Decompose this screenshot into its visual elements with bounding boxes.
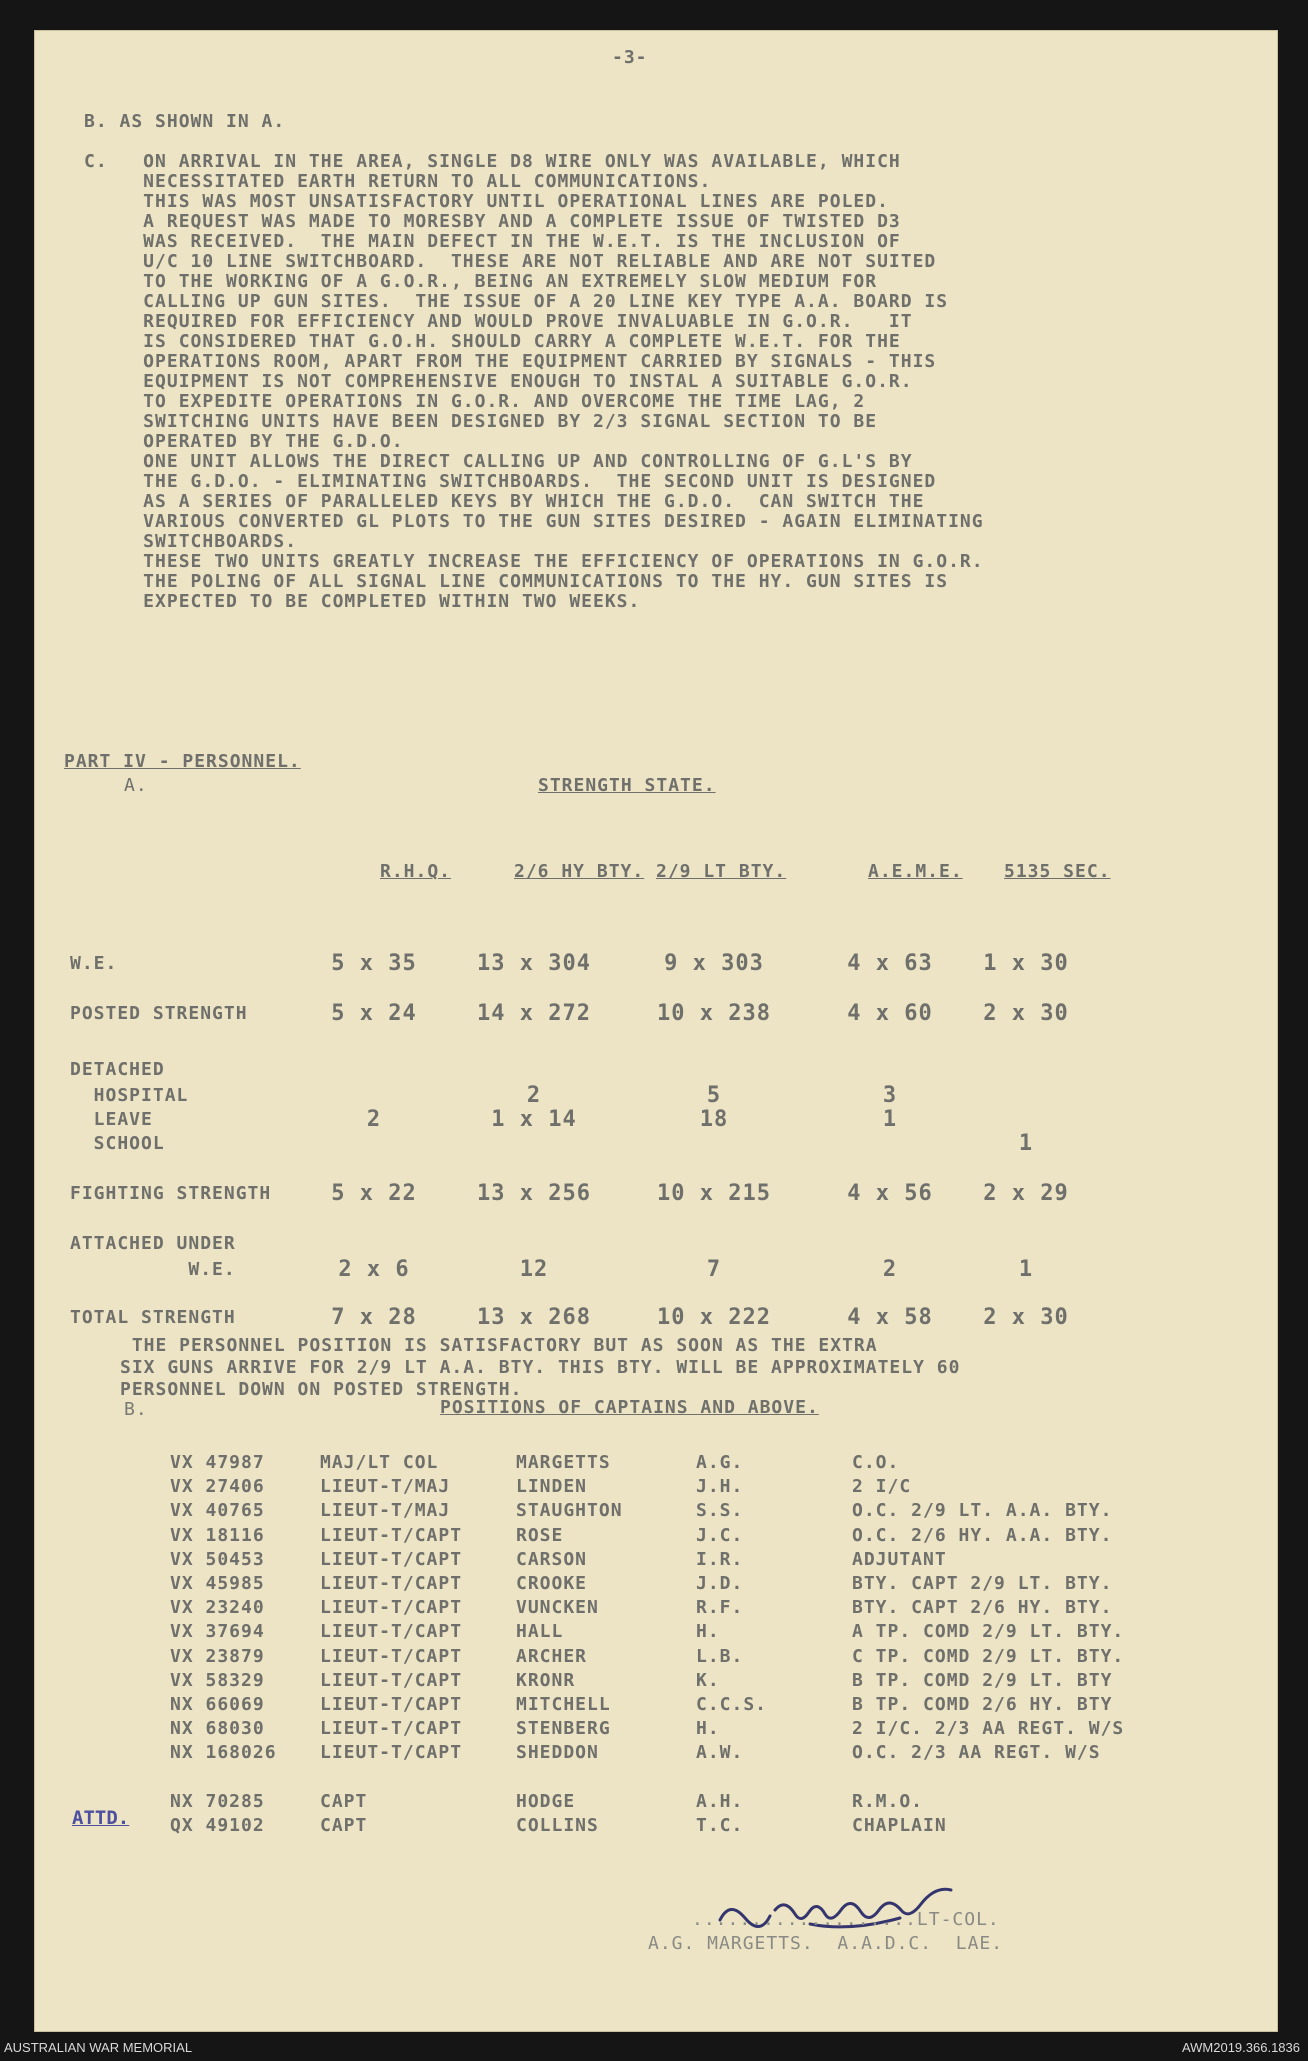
- personnel-note-line: THE PERSONNEL POSITION IS SATISFACTORY BUT AS SOON AS THE EXTRA: [120, 1335, 878, 1356]
- strength-column-header: 2/6 HY BTY.: [514, 861, 645, 882]
- strength-cell: 5: [706, 1083, 722, 1108]
- officer-name: COLLINS: [516, 1814, 599, 1836]
- strength-column-header: 5135 SEC.: [1004, 861, 1111, 882]
- officer-no: VX 27406: [170, 1476, 265, 1498]
- strength-column-header: 2/9 LT BTY.: [656, 861, 787, 882]
- strength-cell: 2: [366, 1107, 382, 1132]
- officer-appt: O.C. 2/3 AA REGT. W/S: [852, 1742, 1101, 1764]
- para-c-line: THE POLING OF ALL SIGNAL LINE COMMUNICATIONS TO THE HY. GUN SITES IS: [84, 571, 949, 592]
- officer-rank: LIEUT-T/CAPT: [320, 1645, 463, 1667]
- signature-name: A.G. MARGETTS. A.A.D.C. LAE.: [648, 1933, 1004, 1954]
- strength-row-label: W.E.: [70, 1259, 236, 1280]
- para-c-line: THIS WAS MOST UNSATISFACTORY UNTIL OPERATIONAL LINES ARE POLED.: [84, 191, 889, 212]
- officer-appt: B TP. COMD 2/9 LT. BTY: [852, 1669, 1113, 1691]
- footer-source: AUSTRALIAN WAR MEMORIAL: [4, 2040, 193, 2055]
- officer-appt: BTY. CAPT 2/6 HY. BTY.: [852, 1597, 1113, 1619]
- personnel-note-line: SIX GUNS ARRIVE FOR 2/9 LT A.A. BTY. THIS BTY. WILL BE APPROXIMATELY 60: [120, 1357, 961, 1378]
- officer-rank: LIEUT-T/CAPT: [320, 1597, 463, 1619]
- strength-cell: 12: [519, 1257, 549, 1282]
- para-c-line: OPERATIONS ROOM, APART FROM THE EQUIPMENT CARRIED BY SIGNALS - THIS: [84, 351, 937, 372]
- strength-cell: 5 x 22: [331, 1181, 417, 1206]
- officer-no: VX 23240: [170, 1597, 265, 1619]
- strength-cell: 14 x 272: [477, 1001, 591, 1026]
- strength-row-label: HOSPITAL: [70, 1085, 189, 1106]
- officer-no: VX 58329: [170, 1669, 265, 1691]
- para-c-line: IS CONSIDERED THAT G.O.H. SHOULD CARRY A COMPLETE W.E.T. FOR THE: [84, 331, 901, 352]
- strength-cell: 2 x 30: [983, 1001, 1069, 1026]
- officer-rank: LIEUT-T/CAPT: [320, 1669, 463, 1691]
- officer-init: I.R.: [696, 1548, 744, 1570]
- strength-cell: 1 x 14: [491, 1107, 577, 1132]
- para-c-line: SWITCHING UNITS HAVE BEEN DESIGNED BY 2/3 SIGNAL SECTION TO BE: [84, 411, 878, 432]
- para-c-line: C. ON ARRIVAL IN THE AREA, SINGLE D8 WIRE ONLY WAS AVAILABLE, WHICH: [84, 151, 901, 172]
- strength-cell: 3: [882, 1083, 898, 1108]
- positions-title: POSITIONS OF CAPTAINS AND ABOVE.: [440, 1397, 819, 1418]
- officer-name: VUNCKEN: [516, 1597, 599, 1619]
- strength-row-label: ATTACHED UNDER: [70, 1233, 236, 1254]
- officer-init: H.: [696, 1621, 720, 1643]
- section-b-label: B.: [124, 1399, 148, 1420]
- officer-rank: LIEUT-T/CAPT: [320, 1524, 463, 1546]
- officer-init: R.F.: [696, 1597, 744, 1619]
- strength-cell: 2 x 6: [338, 1257, 410, 1282]
- para-c-line: WAS RECEIVED. THE MAIN DEFECT IN THE W.E.T. IS THE INCLUSION OF: [84, 231, 901, 252]
- signature-rank-line: ...................LT-COL.: [692, 1909, 1000, 1930]
- para-c-line: NECESSITATED EARTH RETURN TO ALL COMMUNICATIONS.: [84, 171, 712, 192]
- officer-init: C.C.S.: [696, 1694, 768, 1715]
- officer-name: CARSON: [516, 1548, 588, 1570]
- strength-row-label: LEAVE: [70, 1109, 153, 1130]
- footer-reference: AWM2019.366.1836: [1181, 2040, 1300, 2055]
- strength-cell: 1: [1018, 1257, 1034, 1282]
- strength-cell: 13 x 256: [477, 1181, 591, 1206]
- officer-rank: CAPT: [320, 1814, 368, 1836]
- para-c-line: THESE TWO UNITS GREATLY INCREASE THE EFFICIENCY OF OPERATIONS IN G.O.R.: [84, 551, 984, 572]
- para-b-line: B. AS SHOWN IN A.: [84, 111, 286, 132]
- officer-no: NX 168026: [170, 1742, 277, 1764]
- para-c-line: OPERATED BY THE G.D.O.: [84, 431, 404, 452]
- strength-row-label: W.E.: [70, 953, 118, 974]
- officer-appt: O.C. 2/9 LT. A.A. BTY.: [852, 1500, 1113, 1522]
- strength-cell: 5 x 24: [331, 1001, 417, 1026]
- officer-no: VX 45985: [170, 1573, 265, 1594]
- attd-annotation: ATTD.: [72, 1807, 130, 1829]
- strength-cell: 5 x 35: [331, 951, 417, 976]
- officer-name: ARCHER: [516, 1645, 588, 1667]
- officer-init: L.B.: [696, 1645, 744, 1667]
- strength-cell: 10 x 238: [657, 1001, 771, 1026]
- strength-cell: 9 x 303: [664, 951, 764, 976]
- officer-appt: C TP. COMD 2/9 LT. BTY.: [852, 1645, 1125, 1667]
- officer-init: S.S.: [696, 1500, 744, 1522]
- officer-appt: 2 I/C: [852, 1476, 912, 1498]
- officer-name: KRONR: [516, 1669, 576, 1691]
- para-c-line: EXPECTED TO BE COMPLETED WITHIN TWO WEEKS.: [84, 591, 641, 612]
- para-c-line: VARIOUS CONVERTED GL PLOTS TO THE GUN SITES DESIRED - AGAIN ELIMINATING: [84, 511, 984, 532]
- page-number: -3-: [612, 47, 648, 68]
- strength-cell: 2 x 30: [983, 1305, 1069, 1330]
- officer-init: A.G.: [696, 1452, 744, 1473]
- strength-cell: 1 x 30: [983, 951, 1069, 976]
- officer-no: VX 47987: [170, 1452, 265, 1473]
- officer-no: VX 18116: [170, 1524, 265, 1546]
- section-a-label: A.: [124, 775, 148, 796]
- personnel-note-line: PERSONNEL DOWN ON POSTED STRENGTH.: [120, 1379, 523, 1400]
- officer-rank: LIEUT-T/MAJ: [320, 1476, 451, 1498]
- officer-rank: LIEUT-T/CAPT: [320, 1718, 463, 1740]
- strength-cell: 1: [1018, 1131, 1034, 1156]
- officer-rank: LIEUT-T/CAPT: [320, 1621, 463, 1643]
- para-c-line: REQUIRED FOR EFFICIENCY AND WOULD PROVE INVALUABLE IN G.O.R. IT: [84, 311, 913, 332]
- personnel-note: [120, 1336, 960, 1402]
- strength-row-label: DETACHED: [70, 1059, 165, 1080]
- officer-appt: B TP. COMD 2/6 HY. BTY: [852, 1694, 1113, 1715]
- signals-paragraphs: [84, 72, 984, 612]
- officer-appt: 2 I/C. 2/3 AA REGT. W/S: [852, 1718, 1125, 1740]
- officer-name: HODGE: [516, 1790, 576, 1812]
- para-c-line: CALLING UP GUN SITES. THE ISSUE OF A 20 LINE KEY TYPE A.A. BOARD IS: [84, 291, 949, 312]
- officer-no: NX 66069: [170, 1694, 265, 1715]
- officer-name: CROOKE: [516, 1573, 588, 1594]
- officer-no: VX 37694: [170, 1621, 265, 1643]
- strength-row-label: FIGHTING STRENGTH: [70, 1183, 272, 1204]
- strength-cell: 2 x 29: [983, 1181, 1069, 1206]
- para-c-line: TO EXPEDITE OPERATIONS IN G.O.R. AND OVERCOME THE TIME LAG, 2: [84, 391, 866, 412]
- officer-init: J.D.: [696, 1573, 744, 1594]
- officer-rank: LIEUT-T/CAPT: [320, 1742, 463, 1764]
- para-c-line: TO THE WORKING OF A G.O.R., BEING AN EXTREMELY SLOW MEDIUM FOR: [84, 271, 878, 292]
- officer-name: MARGETTS: [516, 1452, 611, 1473]
- officer-rank: CAPT: [320, 1790, 368, 1812]
- strength-cell: 1: [882, 1107, 898, 1132]
- officer-init: J.H.: [696, 1476, 744, 1498]
- strength-row-label: TOTAL STRENGTH: [70, 1307, 236, 1328]
- strength-cell: 4 x 56: [847, 1181, 933, 1206]
- strength-row-label: POSTED STRENGTH: [70, 1003, 248, 1024]
- strength-cell: 4 x 63: [847, 951, 933, 976]
- officer-init: H.: [696, 1718, 720, 1740]
- strength-cell: 10 x 215: [657, 1181, 771, 1206]
- officer-init: K.: [696, 1669, 720, 1691]
- para-c-line: EQUIPMENT IS NOT COMPREHENSIVE ENOUGH TO INSTAL A SUITABLE G.O.R.: [84, 371, 913, 392]
- para-c-line: U/C 10 LINE SWITCHBOARD. THESE ARE NOT RELIABLE AND ARE NOT SUITED: [84, 251, 937, 272]
- para-c-line: THE G.D.O. - ELIMINATING SWITCHBOARDS. THE SECOND UNIT IS DESIGNED: [84, 471, 937, 492]
- officer-rank: LIEUT-T/MAJ: [320, 1500, 451, 1522]
- officer-name: ROSE: [516, 1524, 564, 1546]
- officer-name: STENBERG: [516, 1718, 611, 1740]
- para-c-line: A REQUEST WAS MADE TO MORESBY AND A COMPLETE ISSUE OF TWISTED D3: [84, 211, 901, 232]
- officer-name: HALL: [516, 1621, 564, 1643]
- strength-cell: 10 x 222: [657, 1305, 771, 1330]
- strength-cell: 2: [882, 1257, 898, 1282]
- strength-cell: 4 x 58: [847, 1305, 933, 1330]
- strength-cell: 4 x 60: [847, 1001, 933, 1026]
- officer-no: VX 23879: [170, 1645, 265, 1667]
- strength-cell: 13 x 268: [477, 1305, 591, 1330]
- officer-appt: A TP. COMD 2/9 LT. BTY.: [852, 1621, 1125, 1643]
- officer-init: A.W.: [696, 1742, 744, 1764]
- officer-name: SHEDDON: [516, 1742, 599, 1764]
- officer-init: T.C.: [696, 1814, 744, 1836]
- officer-appt: BTY. CAPT 2/9 LT. BTY.: [852, 1573, 1113, 1594]
- officer-no: VX 50453: [170, 1548, 265, 1570]
- strength-state-title: STRENGTH STATE.: [538, 775, 716, 796]
- officer-no: VX 40765: [170, 1500, 265, 1522]
- strength-row-label: SCHOOL: [70, 1133, 165, 1154]
- part-iv-heading: PART IV - PERSONNEL.: [64, 751, 301, 772]
- officer-rank: LIEUT-T/CAPT: [320, 1694, 463, 1715]
- officer-appt: ADJUTANT: [852, 1548, 947, 1570]
- officer-no: NX 70285: [170, 1790, 265, 1812]
- strength-cell: 18: [699, 1107, 729, 1132]
- officer-rank: MAJ/LT COL: [320, 1452, 439, 1473]
- officer-no: QX 49102: [170, 1814, 265, 1836]
- para-c-line: AS A SERIES OF PARALLELED KEYS BY WHICH THE G.D.O. CAN SWITCH THE: [84, 491, 925, 512]
- officer-appt: CHAPLAIN: [852, 1814, 947, 1836]
- officer-appt: C.O.: [852, 1452, 900, 1473]
- strength-cell: 13 x 304: [477, 951, 591, 976]
- strength-column-header: R.H.Q.: [380, 861, 452, 882]
- officer-init: A.H.: [696, 1790, 744, 1812]
- officer-name: MITCHELL: [516, 1694, 611, 1715]
- para-c-line: SWITCHBOARDS.: [84, 531, 298, 552]
- para-c-line: ONE UNIT ALLOWS THE DIRECT CALLING UP AND CONTROLLING OF G.L'S BY: [84, 451, 913, 472]
- officer-init: J.C.: [696, 1524, 744, 1546]
- officer-no: NX 68030: [170, 1718, 265, 1740]
- officer-name: LINDEN: [516, 1476, 588, 1498]
- officer-appt: R.M.O.: [852, 1790, 924, 1812]
- officer-rank: LIEUT-T/CAPT: [320, 1573, 463, 1594]
- strength-cell: 2: [526, 1083, 542, 1108]
- officer-name: STAUGHTON: [516, 1500, 623, 1522]
- officer-rank: LIEUT-T/CAPT: [320, 1548, 463, 1570]
- officer-appt: O.C. 2/6 HY. A.A. BTY.: [852, 1524, 1113, 1546]
- strength-cell: 7: [706, 1257, 722, 1282]
- strength-cell: 7 x 28: [331, 1305, 417, 1330]
- strength-column-header: A.E.M.E.: [868, 861, 963, 882]
